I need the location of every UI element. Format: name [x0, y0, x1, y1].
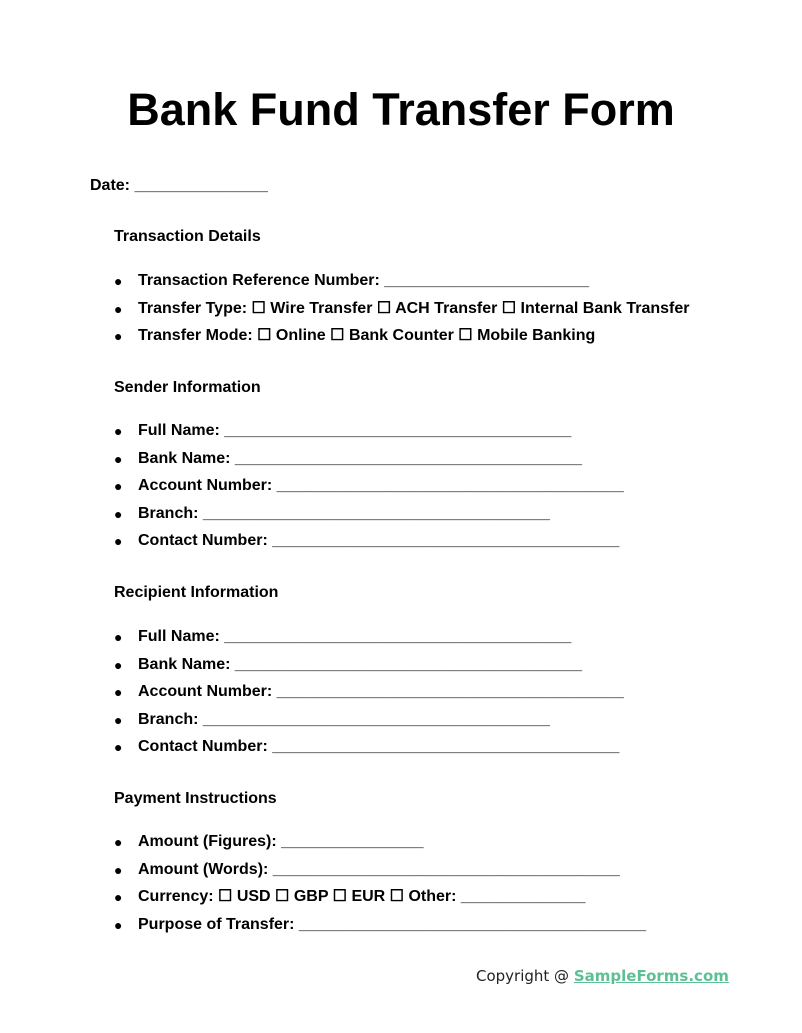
field-sender-account-number[interactable]: ● Account Number: _______________________________________	[114, 477, 624, 494]
field-sender-full-name[interactable]: ● Full Name: _______________________________________	[114, 422, 572, 439]
bullet-icon: ●	[114, 273, 123, 289]
sender-information-list	[114, 421, 624, 551]
section-title: Payment Instructions	[114, 790, 277, 807]
bullet-icon: ●	[114, 889, 123, 905]
field-currency[interactable]: ● Currency: ☐ USD ☐ GBP ☐ EUR ☐ Other: ______________	[114, 888, 586, 905]
section-sender-information	[114, 378, 624, 559]
field-sender-branch[interactable]: ● Branch: _______________________________________	[114, 504, 550, 522]
section-payment-instructions	[114, 789, 646, 942]
section-title: Recipient Information	[114, 584, 279, 601]
page-title: Bank Fund Transfer Form	[127, 84, 675, 135]
bullet-icon: ●	[114, 834, 123, 850]
bullet-icon: ●	[114, 328, 123, 344]
bullet-icon: ●	[114, 450, 123, 467]
section-transaction-details	[114, 227, 690, 354]
bullet-icon: ●	[114, 300, 123, 317]
field-recipient-branch[interactable]: ● Branch: _______________________________________	[114, 710, 550, 728]
date-field[interactable]: Date: _______________	[90, 177, 268, 194]
bullet-icon: ●	[114, 684, 123, 700]
field-recipient-account-number[interactable]: ● Account Number: _______________________________________	[114, 683, 624, 700]
recipient-information-list	[114, 627, 624, 757]
bullet-icon: ●	[114, 478, 123, 494]
bullet-icon: ●	[114, 423, 123, 439]
field-recipient-contact-number[interactable]: ● Contact Number: _______________________________________	[114, 738, 620, 755]
section-title: Transaction Details	[114, 228, 261, 245]
field-recipient-full-name[interactable]: ● Full Name: _______________________________________	[114, 628, 572, 645]
field-purpose-of-transfer[interactable]: ● Purpose of Transfer: _______________________________________	[114, 915, 646, 933]
field-amount-figures[interactable]: ● Amount (Figures): ________________	[114, 833, 424, 850]
transaction-details-list	[114, 271, 690, 346]
field-recipient-bank-name[interactable]: ● Bank Name: _______________________________________	[114, 655, 582, 673]
copyright-footer	[476, 966, 729, 986]
bullet-icon: ●	[114, 533, 123, 549]
field-amount-words[interactable]: ● Amount (Words): _______________________________________	[114, 860, 620, 878]
section-recipient-information	[114, 583, 624, 765]
field-transfer-type[interactable]: ● Transfer Type: ☐ Wire Transfer ☐ ACH Transfer ☐ Internal Bank Transfer	[114, 299, 690, 317]
bullet-icon: ●	[114, 656, 123, 673]
field-sender-bank-name[interactable]: ● Bank Name: _______________________________________	[114, 449, 582, 467]
bullet-icon: ●	[114, 629, 123, 645]
payment-instructions-list	[114, 832, 646, 935]
bullet-icon: ●	[114, 505, 123, 522]
field-sender-contact-number[interactable]: ● Contact Number: _______________________________________	[114, 532, 620, 549]
bullet-icon: ●	[114, 739, 123, 755]
field-transaction-reference[interactable]: ● Transaction Reference Number: _______________________	[114, 272, 589, 289]
field-transfer-mode[interactable]: ● Transfer Mode: ☐ Online ☐ Bank Counter ☐ Mobile Banking	[114, 327, 596, 344]
bullet-icon: ●	[114, 916, 123, 933]
bullet-icon: ●	[114, 711, 123, 728]
section-title: Sender Information	[114, 379, 261, 396]
copyright-text: Copyright @	[476, 967, 574, 985]
bullet-icon: ●	[114, 861, 123, 878]
sampleforms-link[interactable]: SampleForms.com	[573, 967, 729, 985]
